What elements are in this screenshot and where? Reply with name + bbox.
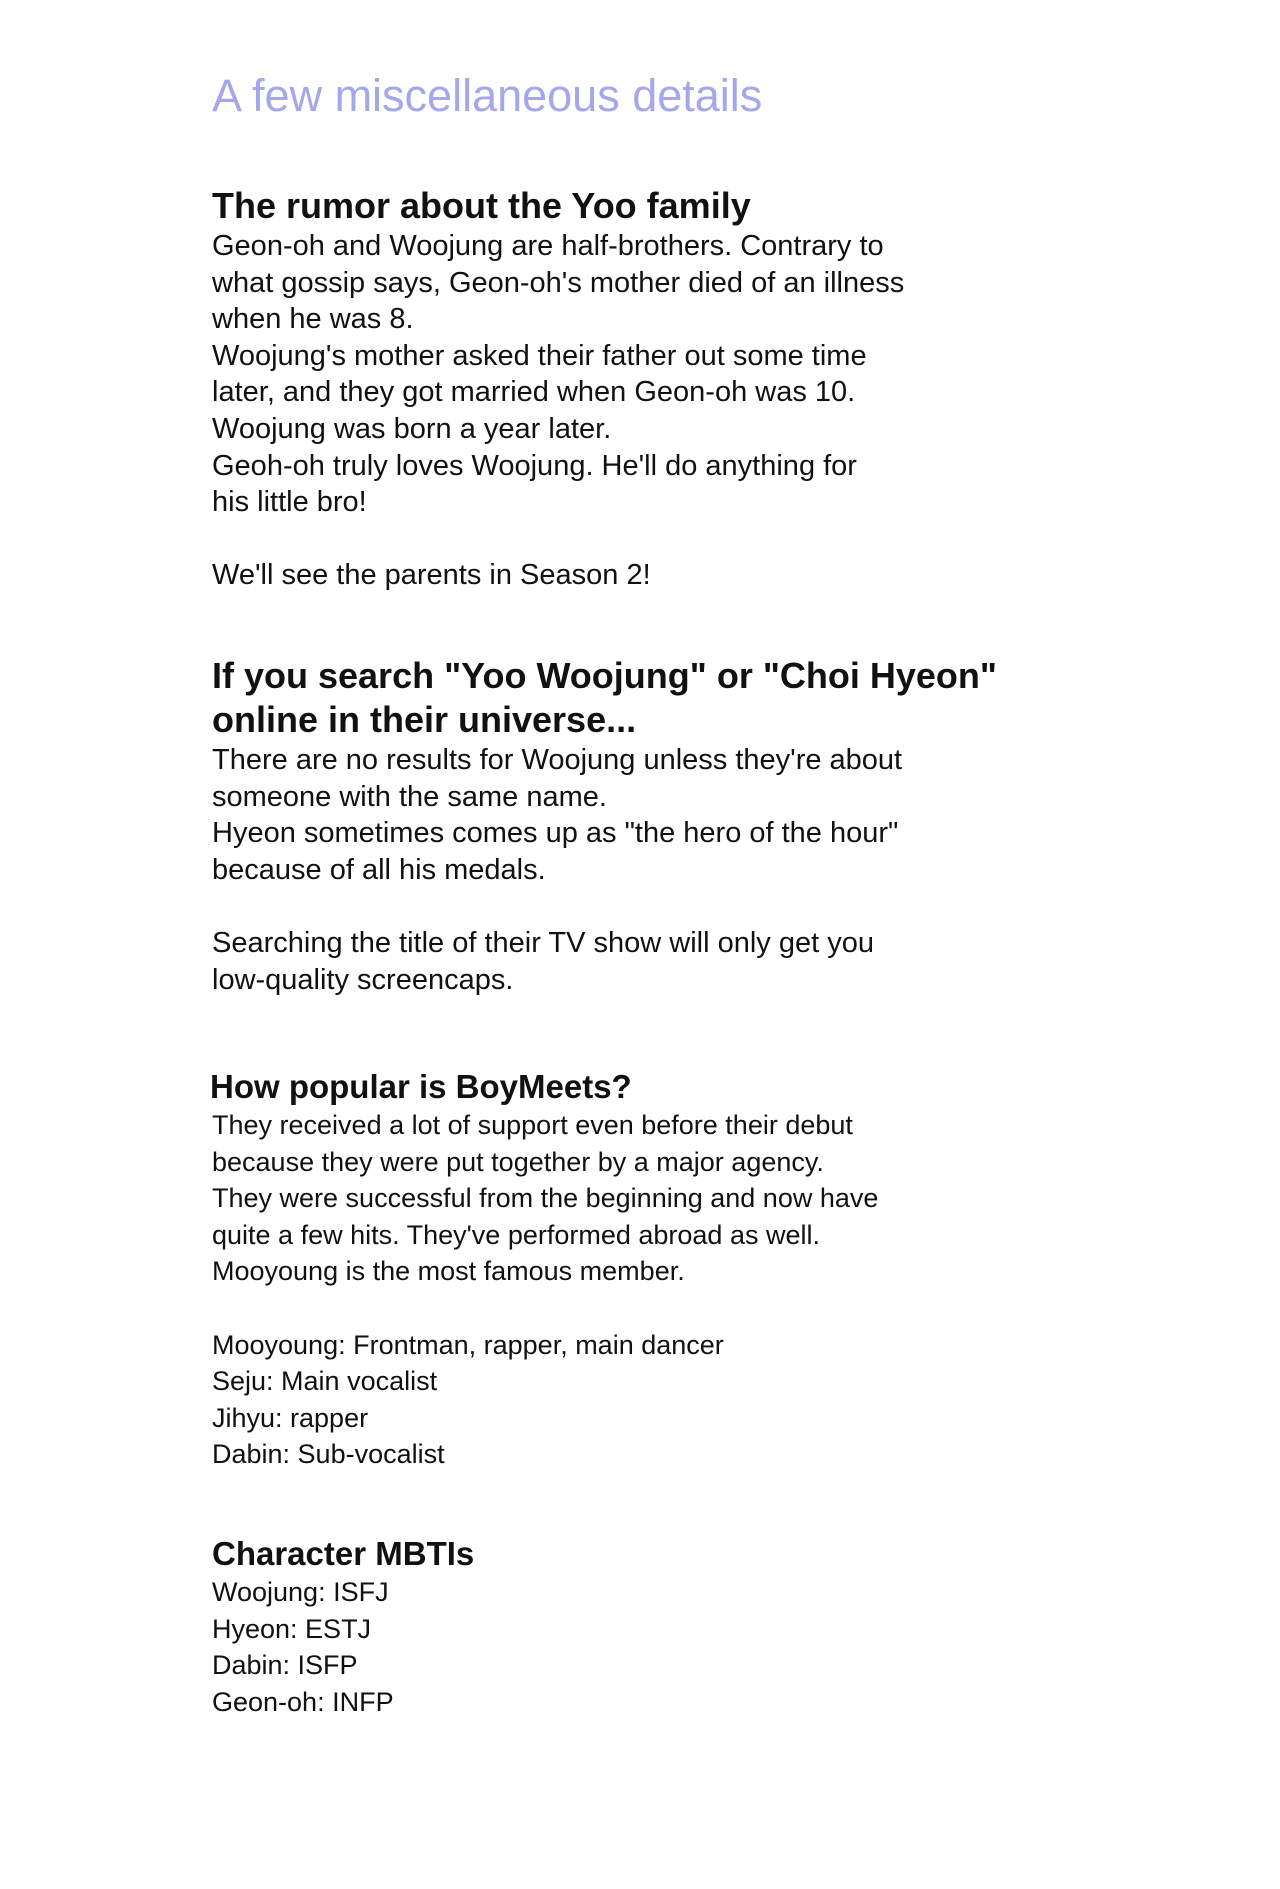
page-title: A few miscellaneous details xyxy=(212,70,763,121)
member-line: Mooyoung: Frontman, rapper, main dancer xyxy=(212,1329,724,1360)
spacer xyxy=(212,888,1092,925)
paragraph-line: because they were put together by a major agency. xyxy=(212,1146,824,1177)
paragraph-line: quite a few hits. They've performed abroad as well. xyxy=(212,1219,820,1250)
paragraph-line: someone with the same name. xyxy=(212,780,607,813)
mbti-line: Hyeon: ESTJ xyxy=(212,1613,372,1644)
mbti-line: Dabin: ISFP xyxy=(212,1650,358,1681)
paragraph-line: Woojung's mother asked their father out some time xyxy=(212,339,867,372)
paragraph-line: what gossip says, Geon-oh's mother died of an illness xyxy=(212,266,905,299)
paragraph-line: his little bro! xyxy=(212,486,367,519)
paragraph-line: They received a lot of support even before their debut xyxy=(212,1110,853,1140)
section-heading: How popular is BoyMeets? xyxy=(210,1068,632,1105)
paragraph-line: because of all his medals. xyxy=(212,853,546,886)
paragraph-line: low-quality screencaps. xyxy=(212,963,514,996)
member-line: Seju: Main vocalist xyxy=(212,1366,438,1397)
paragraph-line: Geon-oh and Woojung are half-brothers. Contrary to xyxy=(212,230,884,262)
section-boymeets-popularity xyxy=(212,1067,1092,1473)
paragraph-line: when he was 8. xyxy=(212,303,414,336)
section-heading: Character MBTIs xyxy=(212,1535,475,1572)
paragraph-line: later, and they got married when Geon-oh was 10. xyxy=(212,376,856,409)
section-heading: The rumor about the Yoo family xyxy=(212,185,751,226)
member-line: Jihyu: rapper xyxy=(212,1402,369,1433)
section-yoo-family-rumor xyxy=(212,184,1092,594)
section-online-search xyxy=(212,654,1092,998)
member-line: Dabin: Sub-vocalist xyxy=(212,1439,445,1470)
paragraph-line: Mooyoung is the most famous member. xyxy=(212,1256,685,1287)
section-heading-line: online in their universe... xyxy=(212,699,637,740)
spacer xyxy=(212,1290,1092,1327)
paragraph-line: Hyeon sometimes comes up as "the hero of the hour" xyxy=(212,817,899,850)
paragraph-line: They were successful from the beginning and now have xyxy=(212,1183,879,1214)
paragraph-line: Woojung was born a year later. xyxy=(212,412,612,445)
paragraph-line: Searching the title of their TV show will only get you xyxy=(212,926,874,959)
section-heading-line: If you search "Yoo Woojung" or "Choi Hyeon" xyxy=(212,655,997,696)
section-character-mbtis xyxy=(212,1534,1092,1720)
spacer xyxy=(212,521,1092,558)
paragraph-line: We'll see the parents in Season 2! xyxy=(212,559,651,592)
mbti-line: Geon-oh: INFP xyxy=(212,1686,394,1717)
mbti-line: Woojung: ISFJ xyxy=(212,1577,389,1607)
paragraph-line: Geoh-oh truly loves Woojung. He'll do anything for xyxy=(212,449,857,482)
section-heading xyxy=(212,654,1092,742)
paragraph-line: There are no results for Woojung unless they're about xyxy=(212,744,903,776)
